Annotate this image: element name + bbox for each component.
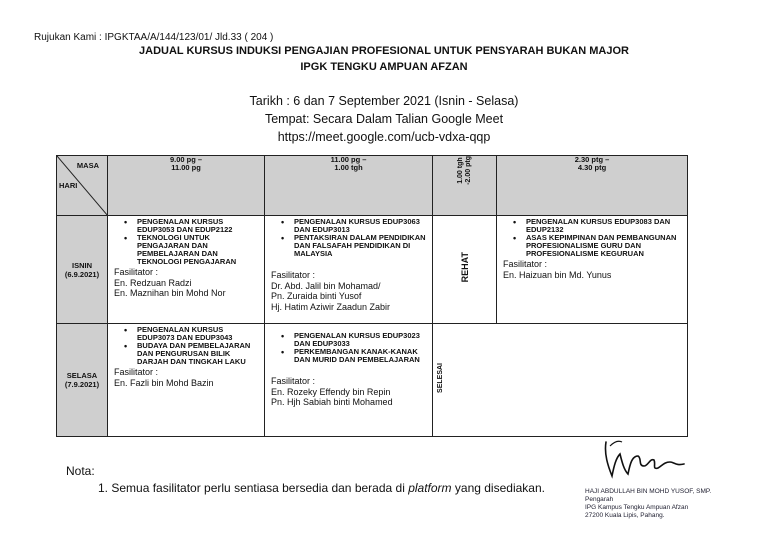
date-line: Tarikh : 6 dan 7 September 2021 (Isnin - Selasa) [249,94,519,108]
session-cell [108,324,265,437]
header-break: 1.00 tgh -2.00 ptg [433,156,497,216]
schedule-table [56,155,688,437]
topic-item: • ASAS KEPIMPINAN DAN PEMBANGUNAN PROFESIONALISME GURU DAN PROFESIONALISME KEGURUAN [503,234,683,258]
break-label: REHAT [459,251,470,283]
facilitator-list: Fasilitator : Dr. Abd. Jalil bin Mohamad/ Pn. Zuraida binti Yusof Hj. Hatim Aziwir Zaadun Zabir [271,270,391,312]
topic-item: • PENTAKSIRAN DALAM PENDIDIKAN DAN FALSAFAH PENDIDIKAN DI MALAYSIA [271,234,428,258]
header-row [57,156,688,216]
reference-number: Rujukan Kami : IPGKTAA/A/144/123/01/ Jld.33 ( 204 ) [34,32,274,43]
topic-item: • PENGENALAN KURSUS EDUP3073 DAN EDUP3043 [114,326,260,342]
note-item: 1. Semua fasilitator perlu sentiasa bersedia dan berada di platform yang disediakan. [98,481,545,495]
signature-image [600,436,690,486]
topic-item: • BUDAYA DAN PEMBELAJARAN DAN PENGURUSAN BILIK DARJAH DAN TINGKAH LAKU [114,342,260,366]
break-cell [433,216,497,324]
topic-item: • TEKNOLOGI UNTUK PENGAJARAN DAN PEMBELAJARAN DAN TEKNOLOGI PENGAJARAN [114,234,260,266]
meet-link[interactable]: https://meet.google.com/ucb-vdxa-qqp [277,130,491,144]
facilitator-list: Fasilitator : En. Haizuan bin Md. Yunus [503,259,612,280]
session-cell [108,216,265,324]
day-cell: SELASA (7.9.2021) [57,324,108,437]
corner-hari: HARI [59,181,78,190]
corner-masa: MASA [76,161,99,170]
table-row [57,324,688,437]
session-cell [265,216,433,324]
facilitator-list: Fasilitator : En. Fazli bin Mohd Bazin [114,367,214,388]
day-cell: ISNIN (6.9.2021) [57,216,108,324]
session-cell [265,324,433,437]
topic-item: • PENGENALAN KURSUS EDUP3083 DAN EDUP2132 [503,218,683,234]
signatory-block [585,488,711,520]
document-title: JADUAL KURSUS INDUKSI PENGAJIAN PROFESIONAL UNTUK PENSYARAH BUKAN MAJOR [139,45,629,57]
signatory-org: IPG Kampus Tengku Ampuan Afzan [585,504,689,511]
header-slot-2: 11.00 pg – 1.00 tgh [265,156,433,216]
topic-item: • PENGENALAN KURSUS EDUP3063 DAN EDUP3013 [271,218,428,234]
header-slot-1: 9.00 pg – 11.00 pg [108,156,265,216]
corner-cell [57,156,108,216]
end-cell [433,324,688,437]
end-label: SELESAI [437,362,444,393]
nota-label: Nota: [66,464,95,478]
facilitator-list: Fasilitator : En. Rozeky Effendy bin Repin Pn. Hjh Sabiah binti Mohamed [271,376,393,407]
signatory-position: Pengarah [585,496,614,503]
header-slot-3: 2.30 ptg – 4.30 ptg [497,156,688,216]
institution-title: IPGK TENGKU AMPUAN AFZAN [300,61,468,73]
signatory-name: HAJI ABDULLAH BIN MOHD YUSOF, SMP. [585,488,712,495]
facilitator-list: Fasilitator : En. Redzuan Radzi En. Maznihan bin Mohd Nor [114,267,226,298]
topic-item: • PERKEMBANGAN KANAK-KANAK DAN MURID DAN PEMBELAJARAN [271,348,428,364]
topic-item: • PENGENALAN KURSUS EDUP3023 DAN EDUP3033 [271,332,428,348]
venue-line: Tempat: Secara Dalam Talian Google Meet [264,112,504,126]
table-row [57,216,688,324]
event-info [0,92,768,146]
topic-item: • PENGENALAN KURSUS EDUP3053 DAN EDUP2122 [114,218,260,234]
session-cell [497,216,688,324]
signatory-address: 27200 Kuala Lipis, Pahang. [585,512,665,519]
